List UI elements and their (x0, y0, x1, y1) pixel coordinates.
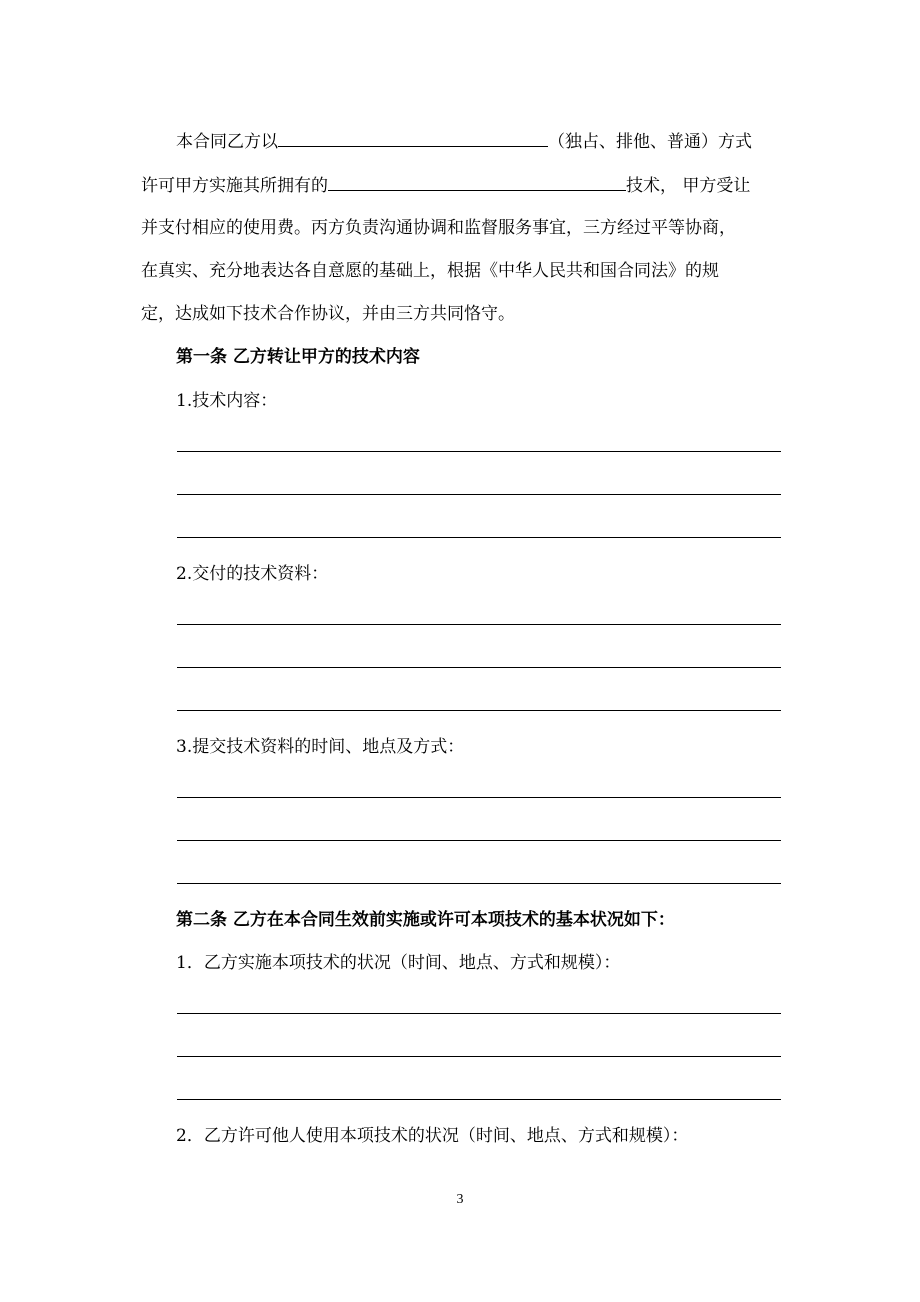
fill-line[interactable] (177, 1013, 781, 1014)
intro-line-5: 定，达成如下技术合作协议，并由三方共同恪守。 (141, 304, 515, 324)
fill-line[interactable] (177, 797, 781, 798)
article-1-item-3: 3.提交技术资料的时间、地点及方式： (176, 737, 465, 757)
intro-line-2 (141, 174, 750, 196)
article-1-item-2: 2.交付的技术资料： (176, 564, 329, 584)
fill-line[interactable] (177, 1099, 781, 1100)
method-blank[interactable] (278, 130, 548, 147)
article-2-item-2: 2．乙方许可他人使用本项技术的状况（时间、地点、方式和规模）： (176, 1126, 689, 1146)
intro-line-4: 在真实、充分地表达各自意愿的基础上，根据《中华人民共和国合同法》的规 (141, 261, 719, 281)
fill-line[interactable] (177, 883, 781, 884)
fill-line[interactable] (177, 494, 781, 495)
fill-line[interactable] (177, 451, 781, 452)
fill-line[interactable] (177, 624, 781, 625)
intro-line-1 (176, 130, 752, 152)
fill-line[interactable] (177, 1056, 781, 1057)
intro-line-3: 并支付相应的使用费。丙方负责沟通协调和监督服务事宜，三方经过平等协商， (141, 218, 736, 238)
fill-line[interactable] (177, 667, 781, 668)
technology-blank[interactable] (328, 174, 626, 191)
fill-line[interactable] (177, 840, 781, 841)
article-1-title: 第一条 乙方转让甲方的技术内容 (176, 347, 420, 367)
article-2-item-1: 1．乙方实施本项技术的状况（时间、地点、方式和规模）： (176, 953, 621, 973)
fill-line[interactable] (177, 537, 781, 538)
intro-line-1-start: 本合同乙方以 (176, 132, 278, 152)
page-number: 3 (456, 1192, 464, 1207)
intro-line-1-end: （独占、排他、普通）方式 (548, 132, 752, 152)
fill-line[interactable] (177, 710, 781, 711)
intro-line-2-start: 许可甲方实施其所拥有的 (141, 176, 328, 196)
intro-line-2-end: 技术， 甲方受让 (626, 176, 751, 196)
article-2-title: 第二条 乙方在本合同生效前实施或许可本项技术的基本状况如下： (176, 910, 675, 930)
article-1-item-1: 1.技术内容： (176, 391, 278, 411)
